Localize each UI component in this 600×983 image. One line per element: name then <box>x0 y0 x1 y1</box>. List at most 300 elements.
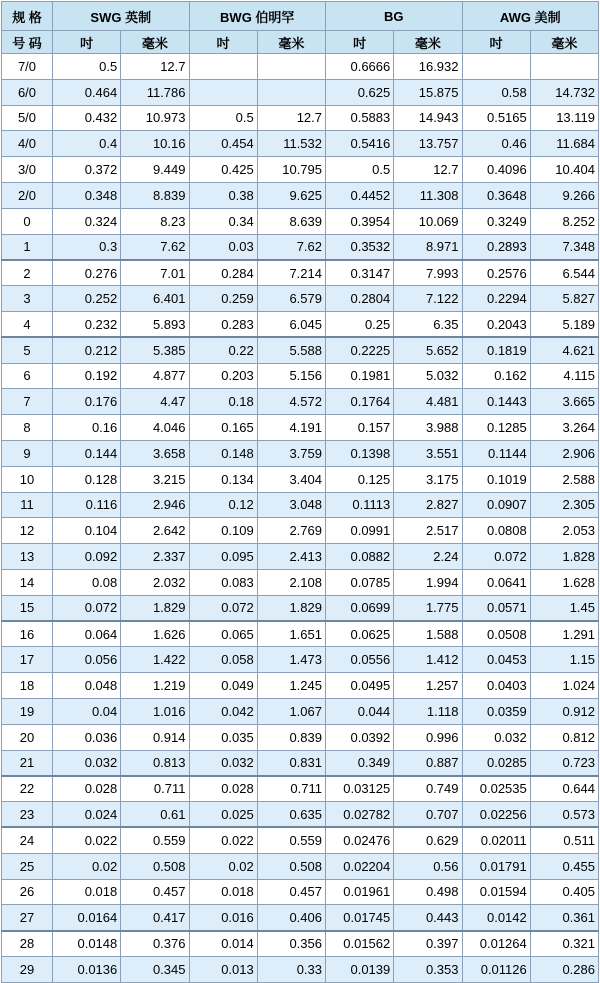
bg-inch-cell: 0.0625 <box>326 621 394 647</box>
awg-mm-cell: 8.252 <box>530 208 598 234</box>
bwg-mm-cell <box>257 79 325 105</box>
swg-mm-cell: 10.973 <box>121 105 189 131</box>
gauge-number-cell: 11 <box>2 492 53 518</box>
unit-mm-header: 毫米 <box>257 31 325 54</box>
awg-mm-cell: 0.455 <box>530 853 598 879</box>
swg-mm-cell: 4.046 <box>121 415 189 441</box>
gauge-number-cell: 25 <box>2 853 53 879</box>
awg-inch-cell: 0.0403 <box>462 673 530 699</box>
awg-mm-cell <box>530 54 598 80</box>
swg-inch-cell: 0.022 <box>53 827 121 853</box>
gauge-number-cell: 12 <box>2 518 53 544</box>
bg-mm-cell: 0.353 <box>394 956 462 982</box>
bwg-inch-cell: 0.284 <box>189 260 257 286</box>
bg-inch-cell: 0.349 <box>326 750 394 776</box>
awg-inch-cell: 0.0907 <box>462 492 530 518</box>
table-row <box>2 724 599 750</box>
table-row <box>2 389 599 415</box>
swg-inch-cell: 0.04 <box>53 698 121 724</box>
bg-inch-cell: 0.3532 <box>326 234 394 260</box>
swg-mm-cell: 0.417 <box>121 905 189 931</box>
bg-inch-cell: 0.01961 <box>326 879 394 905</box>
bg-inch-cell: 0.5416 <box>326 131 394 157</box>
unit-inch-header: 吋 <box>462 31 530 54</box>
swg-mm-cell: 7.01 <box>121 260 189 286</box>
bwg-mm-cell: 12.7 <box>257 105 325 131</box>
bg-inch-cell: 0.0882 <box>326 544 394 570</box>
bg-mm-cell: 12.7 <box>394 157 462 183</box>
swg-inch-cell: 0.056 <box>53 647 121 673</box>
swg-mm-cell: 0.711 <box>121 776 189 802</box>
bg-inch-cell: 0.1764 <box>326 389 394 415</box>
gauge-number-cell: 24 <box>2 827 53 853</box>
bwg-mm-cell: 2.413 <box>257 544 325 570</box>
gauge-number-cell: 23 <box>2 802 53 828</box>
table-row <box>2 956 599 982</box>
table-row <box>2 544 599 570</box>
awg-mm-cell: 5.827 <box>530 286 598 312</box>
gauge-number-cell: 1 <box>2 234 53 260</box>
awg-inch-cell: 0.02535 <box>462 776 530 802</box>
awg-mm-cell: 2.906 <box>530 440 598 466</box>
awg-inch-cell: 0.1285 <box>462 415 530 441</box>
header-row-units <box>2 31 599 54</box>
bwg-mm-cell: 7.62 <box>257 234 325 260</box>
bwg-inch-cell <box>189 54 257 80</box>
awg-mm-cell: 1.628 <box>530 569 598 595</box>
bg-mm-cell: 4.481 <box>394 389 462 415</box>
bg-inch-cell: 0.044 <box>326 698 394 724</box>
bg-mm-cell: 3.551 <box>394 440 462 466</box>
awg-inch-cell: 0.02011 <box>462 827 530 853</box>
bg-mm-cell: 1.118 <box>394 698 462 724</box>
bwg-inch-cell: 0.203 <box>189 363 257 389</box>
bwg-inch-cell: 0.072 <box>189 595 257 621</box>
awg-mm-cell: 0.573 <box>530 802 598 828</box>
bg-inch-cell: 0.0139 <box>326 956 394 982</box>
swg-mm-cell: 8.839 <box>121 182 189 208</box>
swg-inch-cell: 0.116 <box>53 492 121 518</box>
awg-inch-cell: 0.5165 <box>462 105 530 131</box>
bg-mm-cell: 15.875 <box>394 79 462 105</box>
bwg-mm-cell: 4.572 <box>257 389 325 415</box>
bg-mm-cell: 7.993 <box>394 260 462 286</box>
bg-inch-cell: 0.0556 <box>326 647 394 673</box>
table-row <box>2 492 599 518</box>
swg-inch-cell: 0.144 <box>53 440 121 466</box>
bg-mm-cell: 10.069 <box>394 208 462 234</box>
bg-mm-cell: 0.56 <box>394 853 462 879</box>
bg-inch-cell: 0.157 <box>326 415 394 441</box>
swg-inch-cell: 0.08 <box>53 569 121 595</box>
table-row <box>2 157 599 183</box>
swg-inch-cell: 0.092 <box>53 544 121 570</box>
table-row <box>2 931 599 957</box>
bg-inch-cell: 0.0991 <box>326 518 394 544</box>
unit-mm-header: 毫米 <box>394 31 462 54</box>
swg-mm-cell: 2.946 <box>121 492 189 518</box>
awg-mm-cell: 5.189 <box>530 311 598 337</box>
bwg-mm-cell: 0.508 <box>257 853 325 879</box>
bwg-mm-cell: 7.214 <box>257 260 325 286</box>
gauge-number-cell: 18 <box>2 673 53 699</box>
swg-inch-cell: 0.4 <box>53 131 121 157</box>
gauge-number-cell: 19 <box>2 698 53 724</box>
gauge-number-cell: 17 <box>2 647 53 673</box>
awg-mm-cell: 1.291 <box>530 621 598 647</box>
bwg-inch-cell: 0.018 <box>189 879 257 905</box>
table-row <box>2 569 599 595</box>
swg-mm-cell: 0.61 <box>121 802 189 828</box>
bg-mm-cell: 1.412 <box>394 647 462 673</box>
awg-inch-cell: 0.0808 <box>462 518 530 544</box>
bg-inch-cell: 0.5 <box>326 157 394 183</box>
bwg-inch-cell: 0.259 <box>189 286 257 312</box>
awg-mm-cell: 0.511 <box>530 827 598 853</box>
swg-inch-cell: 0.16 <box>53 415 121 441</box>
awg-inch-cell: 0.2294 <box>462 286 530 312</box>
bwg-inch-cell: 0.025 <box>189 802 257 828</box>
gauge-number-cell: 13 <box>2 544 53 570</box>
awg-mm-cell: 4.621 <box>530 337 598 363</box>
table-row <box>2 595 599 621</box>
bwg-mm-cell: 2.108 <box>257 569 325 595</box>
table-row <box>2 750 599 776</box>
bg-inch-cell: 0.125 <box>326 466 394 492</box>
awg-mm-cell: 2.305 <box>530 492 598 518</box>
bwg-inch-cell: 0.016 <box>189 905 257 931</box>
gauge-number-cell: 7 <box>2 389 53 415</box>
table-row <box>2 518 599 544</box>
table-row <box>2 879 599 905</box>
awg-mm-cell: 0.405 <box>530 879 598 905</box>
awg-inch-cell: 0.072 <box>462 544 530 570</box>
table-row <box>2 776 599 802</box>
bg-inch-cell: 0.625 <box>326 79 394 105</box>
bg-inch-cell: 0.02476 <box>326 827 394 853</box>
gauge-number-cell: 15 <box>2 595 53 621</box>
bg-mm-cell: 1.588 <box>394 621 462 647</box>
bwg-inch-cell: 0.049 <box>189 673 257 699</box>
swg-inch-cell: 0.072 <box>53 595 121 621</box>
swg-mm-cell: 2.032 <box>121 569 189 595</box>
bg-inch-cell: 0.01745 <box>326 905 394 931</box>
awg-inch-cell <box>462 54 530 80</box>
group-header-awg: AWG 美制 <box>462 2 599 31</box>
swg-inch-cell: 0.464 <box>53 79 121 105</box>
awg-inch-cell: 0.0142 <box>462 905 530 931</box>
bwg-mm-cell: 5.156 <box>257 363 325 389</box>
bwg-inch-cell: 0.12 <box>189 492 257 518</box>
bwg-mm-cell: 1.245 <box>257 673 325 699</box>
gauge-number-cell: 7/0 <box>2 54 53 80</box>
bwg-inch-cell: 0.083 <box>189 569 257 595</box>
swg-mm-cell: 2.642 <box>121 518 189 544</box>
swg-mm-cell: 0.813 <box>121 750 189 776</box>
bwg-mm-cell: 0.635 <box>257 802 325 828</box>
bg-inch-cell: 0.1113 <box>326 492 394 518</box>
bg-mm-cell: 3.175 <box>394 466 462 492</box>
swg-mm-cell: 0.345 <box>121 956 189 982</box>
gauge-number-cell: 2/0 <box>2 182 53 208</box>
bg-inch-cell: 0.2804 <box>326 286 394 312</box>
bg-mm-cell: 0.749 <box>394 776 462 802</box>
table-row <box>2 337 599 363</box>
bg-mm-cell: 2.517 <box>394 518 462 544</box>
bg-mm-cell: 5.652 <box>394 337 462 363</box>
awg-inch-cell: 0.3648 <box>462 182 530 208</box>
bg-inch-cell: 0.6666 <box>326 54 394 80</box>
bwg-inch-cell: 0.425 <box>189 157 257 183</box>
awg-inch-cell: 0.1144 <box>462 440 530 466</box>
swg-inch-cell: 0.048 <box>53 673 121 699</box>
swg-mm-cell: 4.877 <box>121 363 189 389</box>
table-row <box>2 802 599 828</box>
awg-mm-cell: 13.119 <box>530 105 598 131</box>
bwg-mm-cell: 9.625 <box>257 182 325 208</box>
bwg-mm-cell: 0.406 <box>257 905 325 931</box>
swg-mm-cell: 0.508 <box>121 853 189 879</box>
bwg-mm-cell: 2.769 <box>257 518 325 544</box>
unit-mm-header: 毫米 <box>121 31 189 54</box>
swg-inch-cell: 0.024 <box>53 802 121 828</box>
swg-mm-cell: 1.016 <box>121 698 189 724</box>
bg-inch-cell: 0.1981 <box>326 363 394 389</box>
gauge-number-cell: 3 <box>2 286 53 312</box>
gauge-number-cell: 9 <box>2 440 53 466</box>
swg-mm-cell: 1.219 <box>121 673 189 699</box>
bwg-inch-cell: 0.5 <box>189 105 257 131</box>
unit-inch-header: 吋 <box>326 31 394 54</box>
swg-inch-cell: 0.02 <box>53 853 121 879</box>
bwg-mm-cell: 8.639 <box>257 208 325 234</box>
bwg-inch-cell: 0.02 <box>189 853 257 879</box>
gauge-number-cell: 29 <box>2 956 53 982</box>
awg-mm-cell: 0.723 <box>530 750 598 776</box>
bg-inch-cell: 0.02782 <box>326 802 394 828</box>
awg-mm-cell: 10.404 <box>530 157 598 183</box>
bwg-inch-cell: 0.035 <box>189 724 257 750</box>
swg-inch-cell: 0.212 <box>53 337 121 363</box>
gauge-number-cell: 2 <box>2 260 53 286</box>
awg-inch-cell: 0.1019 <box>462 466 530 492</box>
bwg-mm-cell: 4.191 <box>257 415 325 441</box>
swg-mm-cell: 3.215 <box>121 466 189 492</box>
awg-inch-cell: 0.3249 <box>462 208 530 234</box>
bwg-mm-cell: 0.457 <box>257 879 325 905</box>
bg-inch-cell: 0.3147 <box>326 260 394 286</box>
bg-mm-cell: 0.996 <box>394 724 462 750</box>
bwg-inch-cell: 0.165 <box>189 415 257 441</box>
bg-mm-cell: 13.757 <box>394 131 462 157</box>
bwg-inch-cell: 0.022 <box>189 827 257 853</box>
bg-mm-cell: 5.032 <box>394 363 462 389</box>
awg-mm-cell: 3.665 <box>530 389 598 415</box>
awg-mm-cell: 3.264 <box>530 415 598 441</box>
table-row <box>2 79 599 105</box>
swg-mm-cell: 2.337 <box>121 544 189 570</box>
awg-inch-cell: 0.01594 <box>462 879 530 905</box>
awg-mm-cell: 0.361 <box>530 905 598 931</box>
awg-mm-cell: 0.321 <box>530 931 598 957</box>
bwg-mm-cell <box>257 54 325 80</box>
bg-mm-cell: 14.943 <box>394 105 462 131</box>
swg-mm-cell: 5.893 <box>121 311 189 337</box>
awg-inch-cell: 0.01264 <box>462 931 530 957</box>
swg-inch-cell: 0.0148 <box>53 931 121 957</box>
awg-mm-cell: 9.266 <box>530 182 598 208</box>
bwg-mm-cell: 0.356 <box>257 931 325 957</box>
bg-mm-cell: 2.24 <box>394 544 462 570</box>
bwg-inch-cell: 0.03 <box>189 234 257 260</box>
bwg-inch-cell: 0.18 <box>189 389 257 415</box>
table-row <box>2 234 599 260</box>
awg-mm-cell: 14.732 <box>530 79 598 105</box>
bwg-mm-cell: 0.711 <box>257 776 325 802</box>
swg-inch-cell: 0.036 <box>53 724 121 750</box>
bwg-mm-cell: 1.651 <box>257 621 325 647</box>
bg-inch-cell: 0.0785 <box>326 569 394 595</box>
table-row <box>2 698 599 724</box>
bg-inch-cell: 0.0392 <box>326 724 394 750</box>
gauge-number-cell: 0 <box>2 208 53 234</box>
bg-mm-cell: 1.994 <box>394 569 462 595</box>
swg-mm-cell: 1.422 <box>121 647 189 673</box>
table-row <box>2 208 599 234</box>
swg-mm-cell: 0.457 <box>121 879 189 905</box>
bg-mm-cell: 8.971 <box>394 234 462 260</box>
swg-inch-cell: 0.3 <box>53 234 121 260</box>
bg-mm-cell: 7.122 <box>394 286 462 312</box>
bwg-mm-cell: 10.795 <box>257 157 325 183</box>
bwg-inch-cell: 0.058 <box>189 647 257 673</box>
swg-inch-cell: 0.348 <box>53 182 121 208</box>
swg-inch-cell: 0.252 <box>53 286 121 312</box>
awg-mm-cell: 0.812 <box>530 724 598 750</box>
awg-mm-cell: 0.644 <box>530 776 598 802</box>
swg-inch-cell: 0.5 <box>53 54 121 80</box>
bwg-inch-cell: 0.134 <box>189 466 257 492</box>
swg-inch-cell: 0.018 <box>53 879 121 905</box>
gauge-number-cell: 26 <box>2 879 53 905</box>
awg-inch-cell: 0.02256 <box>462 802 530 828</box>
bwg-inch-cell: 0.095 <box>189 544 257 570</box>
swg-mm-cell: 11.786 <box>121 79 189 105</box>
swg-inch-cell: 0.104 <box>53 518 121 544</box>
swg-inch-cell: 0.128 <box>53 466 121 492</box>
table-row <box>2 621 599 647</box>
bg-mm-cell: 3.988 <box>394 415 462 441</box>
table-row <box>2 311 599 337</box>
group-header-bg: BG <box>326 2 463 31</box>
table-row <box>2 673 599 699</box>
bwg-mm-cell: 6.045 <box>257 311 325 337</box>
swg-inch-cell: 0.176 <box>53 389 121 415</box>
bg-inch-cell: 0.2225 <box>326 337 394 363</box>
awg-inch-cell: 0.01126 <box>462 956 530 982</box>
bg-inch-cell: 0.1398 <box>326 440 394 466</box>
swg-inch-cell: 0.064 <box>53 621 121 647</box>
gauge-header-bottom: 号 码 <box>2 31 53 54</box>
swg-mm-cell: 1.829 <box>121 595 189 621</box>
bg-mm-cell: 0.397 <box>394 931 462 957</box>
swg-inch-cell: 0.432 <box>53 105 121 131</box>
bg-mm-cell: 16.932 <box>394 54 462 80</box>
bwg-inch-cell: 0.22 <box>189 337 257 363</box>
awg-inch-cell: 0.0508 <box>462 621 530 647</box>
gauge-number-cell: 5 <box>2 337 53 363</box>
gauge-number-cell: 10 <box>2 466 53 492</box>
bwg-inch-cell: 0.065 <box>189 621 257 647</box>
bwg-inch-cell: 0.042 <box>189 698 257 724</box>
bwg-inch-cell: 0.028 <box>189 776 257 802</box>
bwg-mm-cell: 5.588 <box>257 337 325 363</box>
bwg-mm-cell: 3.404 <box>257 466 325 492</box>
awg-inch-cell: 0.0641 <box>462 569 530 595</box>
bg-mm-cell: 2.827 <box>394 492 462 518</box>
swg-inch-cell: 0.324 <box>53 208 121 234</box>
bwg-mm-cell: 1.829 <box>257 595 325 621</box>
bwg-inch-cell: 0.38 <box>189 182 257 208</box>
wire-gauge-table <box>1 1 599 983</box>
bwg-mm-cell: 1.067 <box>257 698 325 724</box>
header-row-groups <box>2 2 599 31</box>
swg-inch-cell: 0.232 <box>53 311 121 337</box>
swg-inch-cell: 0.0136 <box>53 956 121 982</box>
bg-inch-cell: 0.0495 <box>326 673 394 699</box>
awg-inch-cell: 0.0285 <box>462 750 530 776</box>
swg-mm-cell: 6.401 <box>121 286 189 312</box>
gauge-number-cell: 16 <box>2 621 53 647</box>
bg-mm-cell: 1.775 <box>394 595 462 621</box>
awg-inch-cell: 0.2576 <box>462 260 530 286</box>
bwg-mm-cell: 1.473 <box>257 647 325 673</box>
bwg-inch-cell: 0.34 <box>189 208 257 234</box>
awg-inch-cell: 0.2893 <box>462 234 530 260</box>
bwg-inch-cell: 0.148 <box>189 440 257 466</box>
bg-inch-cell: 0.02204 <box>326 853 394 879</box>
bg-inch-cell: 0.3954 <box>326 208 394 234</box>
gauge-number-cell: 6/0 <box>2 79 53 105</box>
bg-mm-cell: 6.35 <box>394 311 462 337</box>
awg-inch-cell: 0.0571 <box>462 595 530 621</box>
gauge-number-cell: 3/0 <box>2 157 53 183</box>
awg-inch-cell: 0.4096 <box>462 157 530 183</box>
table-body <box>2 54 599 983</box>
awg-mm-cell: 0.286 <box>530 956 598 982</box>
bg-mm-cell: 0.707 <box>394 802 462 828</box>
gauge-number-cell: 4/0 <box>2 131 53 157</box>
table-row <box>2 647 599 673</box>
awg-inch-cell: 0.01791 <box>462 853 530 879</box>
bg-mm-cell: 0.498 <box>394 879 462 905</box>
bg-inch-cell: 0.01562 <box>326 931 394 957</box>
swg-mm-cell: 0.376 <box>121 931 189 957</box>
bwg-mm-cell: 3.048 <box>257 492 325 518</box>
bwg-inch-cell: 0.109 <box>189 518 257 544</box>
awg-inch-cell: 0.0359 <box>462 698 530 724</box>
table-row <box>2 286 599 312</box>
swg-mm-cell: 7.62 <box>121 234 189 260</box>
bg-inch-cell: 0.5883 <box>326 105 394 131</box>
table-row <box>2 182 599 208</box>
swg-mm-cell: 4.47 <box>121 389 189 415</box>
awg-inch-cell: 0.46 <box>462 131 530 157</box>
table-row <box>2 440 599 466</box>
gauge-number-cell: 21 <box>2 750 53 776</box>
group-header-bwg: BWG 伯明罕 <box>189 2 326 31</box>
swg-inch-cell: 0.276 <box>53 260 121 286</box>
